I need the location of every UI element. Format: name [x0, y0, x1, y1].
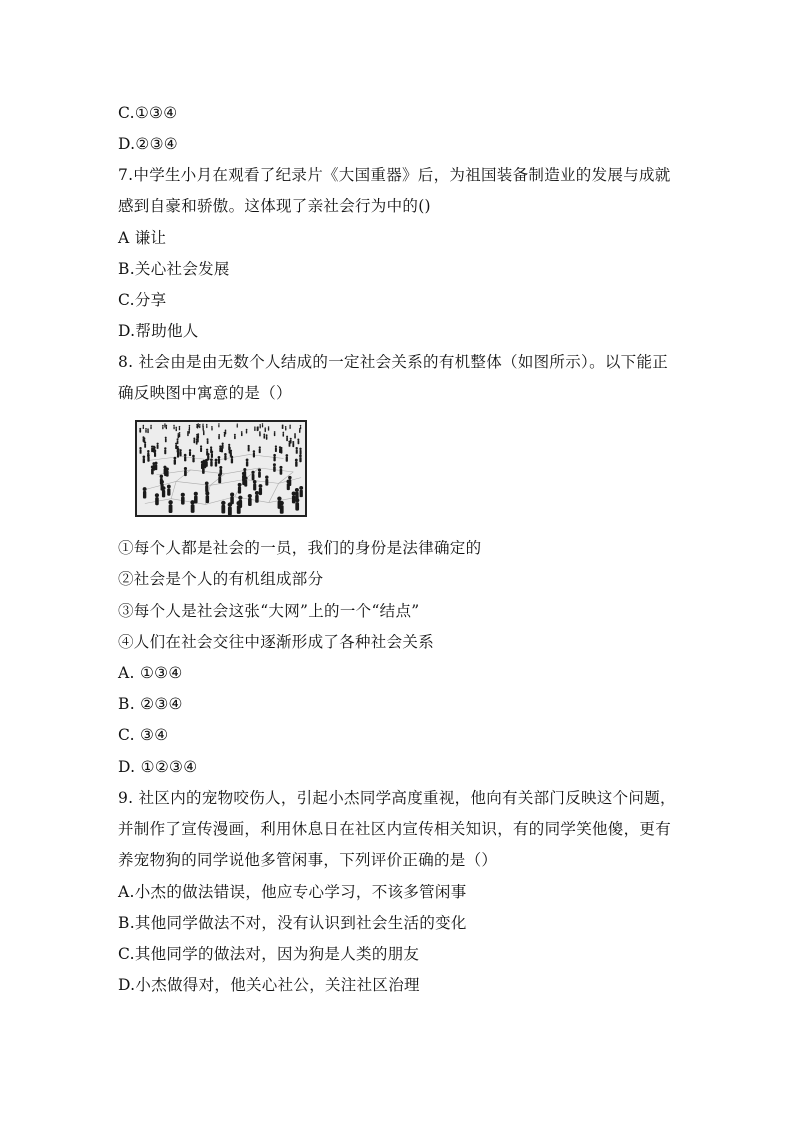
person-figure: [179, 449, 181, 456]
person-figure: [257, 427, 259, 432]
person-figure: [181, 493, 185, 505]
q8-statement-4: ④人们在社会交往中逐渐形成了各种社会关系: [118, 633, 435, 651]
person-figure: [273, 454, 276, 462]
person-figure: [154, 450, 156, 457]
person-figure: [147, 428, 149, 433]
person-figure: [246, 429, 248, 434]
person-figure: [207, 438, 209, 444]
person-figure: [174, 457, 177, 465]
q8-option-c: C. ③④: [118, 726, 169, 744]
person-figure: [266, 434, 268, 439]
person-figure: [259, 431, 261, 436]
person-figure: [251, 471, 254, 481]
person-figure: [160, 480, 164, 491]
person-figure: [188, 429, 190, 434]
person-figure: [173, 425, 175, 429]
person-figure: [194, 492, 198, 504]
person-figure: [263, 433, 265, 438]
person-figure: [184, 467, 187, 476]
q9-stem-line1: 9. 社区内的宠物咬伤人，引起小杰同学高度重视，他向有关部门反映这个问题，: [118, 789, 676, 807]
q8-stem-line2: 确反映图中寓意的是（）: [118, 384, 292, 402]
person-figure: [167, 485, 171, 496]
person-figure: [246, 458, 249, 466]
person-figure: [196, 424, 197, 428]
person-figure: [236, 501, 240, 514]
society-network-illustration: [135, 420, 307, 517]
person-figure: [279, 466, 282, 475]
person-figure: [193, 438, 195, 444]
person-figure: [147, 454, 150, 462]
person-figure: [299, 455, 302, 463]
person-figure: [179, 426, 181, 430]
person-figure: [295, 459, 298, 467]
person-figure: [279, 501, 283, 514]
person-figure: [238, 483, 242, 494]
person-figure: [242, 472, 245, 482]
person-figure: [230, 492, 234, 504]
person-figure: [145, 428, 147, 433]
person-figure: [259, 424, 260, 428]
person-figure: [184, 454, 187, 462]
person-figure: [166, 425, 168, 429]
person-figure: [177, 448, 179, 455]
person-figure: [142, 455, 145, 463]
person-figure: [144, 442, 146, 448]
q9-option-d: D.小杰做得对，他关心社公，关注社区治理: [118, 976, 420, 994]
q7-option-a: A 谦让: [118, 229, 167, 247]
person-figure: [255, 491, 259, 503]
person-figure: [229, 447, 231, 454]
person-figure: [228, 502, 233, 515]
person-figure: [140, 428, 142, 433]
person-figure: [265, 476, 268, 486]
q7-stem-line1: 7.中学生小月在观看了纪录片《大国重器》后，为祖国装备制造业的发展与成就: [118, 166, 671, 184]
person-figure: [292, 492, 296, 504]
person-figure: [175, 427, 177, 432]
person-figure: [196, 434, 198, 439]
person-figure: [253, 450, 256, 457]
person-figure: [164, 447, 166, 454]
q9-option-b: B.其他同学做法不对，没有认识到社会生活的变化: [118, 914, 467, 932]
person-figure: [254, 426, 256, 431]
person-figure: [218, 474, 221, 484]
person-figure: [164, 423, 165, 427]
person-figure: [248, 494, 252, 506]
person-figure: [237, 423, 238, 427]
person-figure: [168, 500, 172, 513]
person-figure: [299, 448, 301, 455]
person-figure: [253, 480, 257, 490]
person-figure: [247, 445, 249, 452]
person-figure: [259, 446, 261, 453]
person-figure: [155, 462, 158, 470]
person-figure: [275, 445, 277, 452]
person-figure: [166, 468, 169, 477]
person-figure: [218, 423, 219, 427]
person-figure: [262, 423, 263, 427]
q7-option-c: C.分享: [118, 291, 167, 309]
person-figure: [273, 463, 276, 472]
q7-stem-line2: 感到自豪和骄傲。这体现了亲社会行为中的(): [118, 197, 431, 215]
person-figure: [286, 436, 288, 442]
person-figure: [207, 453, 210, 460]
person-figure: [201, 461, 204, 469]
person-figure: [300, 425, 302, 429]
person-figure: [296, 447, 298, 454]
person-figure: [279, 446, 281, 453]
person-figure: [143, 487, 147, 498]
person-figure: [177, 438, 179, 444]
q7-option-b: B.关心社会发展: [118, 260, 230, 278]
person-figure: [286, 454, 289, 462]
person-figure: [230, 456, 233, 464]
person-figure: [211, 426, 213, 430]
person-figure: [211, 451, 214, 458]
person-figure: [224, 432, 226, 437]
q9-option-a: A.小杰的做法错误，他应专心学习，不该多管闲事: [118, 883, 467, 901]
q8-statement-3: ③每个人是社会这张“大网”上的一个“结点”: [118, 602, 420, 620]
person-figure: [210, 458, 213, 466]
person-figure: [288, 476, 291, 486]
people-network-graphic: [137, 422, 305, 515]
person-figure: [288, 441, 290, 447]
person-figure: [292, 441, 294, 447]
person-figure: [189, 449, 191, 456]
person-figure: [258, 468, 261, 477]
q8-option-a: A. ①③④: [118, 664, 183, 682]
person-figure: [189, 425, 191, 429]
person-figure: [218, 434, 220, 439]
person-figure: [215, 459, 218, 467]
q9-stem-line3: 养宠物狗的同学说他多管闲事，下列评价正确的是（）: [118, 851, 498, 869]
person-figure: [264, 427, 266, 432]
person-figure: [259, 484, 263, 495]
person-figure: [162, 425, 164, 429]
person-figure: [224, 453, 227, 460]
person-figure: [205, 481, 209, 492]
person-figure: [295, 498, 299, 511]
person-figure: [139, 447, 141, 454]
q8-option-d: D. ①②③④: [118, 758, 198, 776]
person-figure: [285, 426, 287, 430]
q8-stem-line1: 8. 社会由是由无数个人结成的一定社会关系的有机整体（如图所示）。以下能正: [118, 353, 669, 371]
q9-stem-line2: 并制作了宣传漫画，利用休息日在社区内宣传相关知识，有的同学笑他傻，更有: [118, 820, 672, 838]
person-figure: [294, 433, 296, 438]
person-figure: [268, 426, 270, 430]
person-figure: [219, 445, 221, 452]
q8-option-b: B. ②③④: [118, 695, 183, 713]
person-figure: [282, 425, 283, 429]
q6-option-c: C.①③④: [118, 104, 178, 122]
person-figure: [143, 425, 145, 429]
person-figure: [202, 426, 204, 431]
person-figure: [299, 486, 303, 497]
person-figure: [155, 493, 159, 505]
person-figure: [241, 431, 243, 436]
person-figure: [234, 434, 236, 439]
person-figure: [289, 425, 291, 429]
q7-option-d: D.帮助他人: [118, 322, 199, 340]
person-figure: [200, 445, 202, 452]
person-figure: [222, 442, 224, 448]
person-figure: [150, 425, 152, 429]
q8-statement-1: ①每个人都是社会的一员，我们的身份是法律确定的: [118, 539, 482, 557]
person-figure: [203, 430, 205, 435]
person-figure: [192, 455, 195, 463]
q6-option-d: D.②③④: [118, 135, 178, 153]
person-figure: [218, 456, 221, 464]
person-figure: [274, 431, 276, 436]
person-figure: [282, 432, 284, 437]
q8-statement-2: ②社会是个人的有机组成部分: [118, 570, 324, 588]
person-figure: [206, 424, 207, 428]
person-figure: [157, 443, 159, 449]
person-figure: [165, 437, 167, 443]
person-figure: [221, 501, 225, 514]
person-figure: [199, 424, 200, 428]
person-figure: [297, 438, 299, 444]
person-figure: [179, 432, 181, 437]
person-figure: [205, 491, 209, 503]
q9-option-c: C.其他同学的做法对，因为狗是人类的朋友: [118, 945, 420, 963]
